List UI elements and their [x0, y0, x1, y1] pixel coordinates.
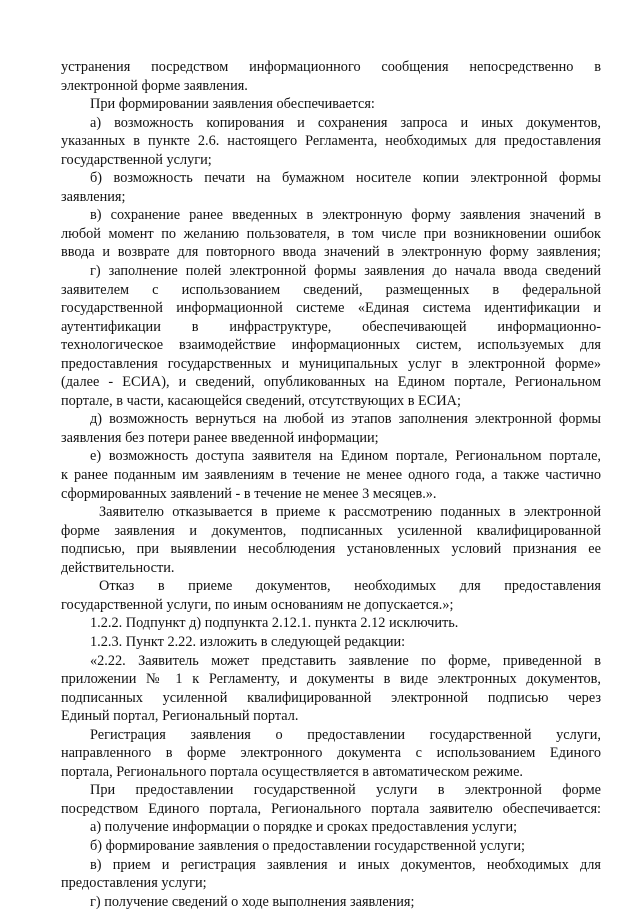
text-line: в) прием и регистрация заявления и иных документов, необходимых для [90, 856, 601, 873]
text-line: портала, Регионального портала осуществляется в автоматическом режиме. [61, 763, 523, 780]
text-line: Отказ в приеме документов, необходимых для предоставления [99, 578, 601, 595]
text-line: Регистрация заявления о предоставлении государственной услуги, [90, 726, 601, 743]
text-line: ввода и возврате для повторного ввода значений в электронную форму заявления; [61, 244, 601, 261]
text-line: б) формирование заявления о предоставлении государственной услуги; [90, 837, 526, 854]
text-line: предоставления услуги; [61, 875, 207, 892]
text-line: сформированных заявлений - в течение не менее 3 месяцев.». [61, 485, 437, 502]
text-line: к ранее поданным им заявлениям в течение не менее одного года, а также частично [61, 467, 601, 484]
text-line: а) получение информации о порядке и сроках предоставления услуги; [90, 819, 518, 836]
text-line: е) возможность доступа заявителя на Едином портале, Региональном портале, [90, 448, 601, 465]
text-line: (далее - ЕСИА), и сведений, опубликованных на Едином портале, Региональном [61, 374, 601, 391]
text-line: предоставления государственных и муниципальных услуг в электронной форме» [61, 355, 601, 372]
text-line: технологическое взаимодействие информационных систем, используемых для [61, 337, 601, 354]
text-line: в) сохранение ранее введенных в электронную форму заявления значений в [90, 207, 601, 224]
text-line: б) возможность печати на бумажном носителе копии электронной формы [90, 170, 601, 187]
text-line: государственной услуги; [61, 151, 212, 168]
text-line: г) заполнение полей электронной формы заявления до начала ввода сведений [90, 263, 601, 280]
document-page [61, 58, 601, 911]
text-line: аутентификации в инфраструктуре, обеспечивающей информационно- [61, 318, 601, 335]
text-line: а) возможность копирования и сохранения запроса и иных документов, [90, 114, 601, 131]
text-line: действительности. [61, 559, 175, 576]
text-line: форме заявления и документов, подписанных усиленной квалифицированной [61, 522, 601, 539]
text-line: посредством Единого портала, Регионального портала заявителю обеспечивается: [61, 800, 601, 817]
text-line: заявления; [61, 188, 126, 205]
text-line: любой момент по желанию пользователя, в том числе при возникновении ошибок [61, 225, 601, 242]
text-line: портале, в части, касающейся сведений, отсутствующих в ЕСИА; [61, 392, 461, 409]
text-line: подписанных усиленной квалифицированной электронной подписью через [61, 689, 601, 706]
text-line: При предоставлении государственной услуги в электронной форме [90, 782, 601, 799]
text-line: заявления без потери ранее введенной информации; [61, 429, 379, 446]
text-line: «2.22. Заявитель может представить заявление по форме, приведенной в [90, 652, 601, 669]
text-line: электронной форме заявления. [61, 77, 248, 94]
text-line: Заявителю отказывается в приеме к рассмотрению поданных в электронной [99, 504, 601, 521]
text-line: Единый портал, Региональный портал. [61, 708, 299, 725]
text-line: приложении № 1 к Регламенту, и документы в виде электронных документов, [61, 671, 601, 688]
text-line: подписью, при выявлении несоблюдения установленных условий признания ее [61, 541, 601, 558]
text-line: 1.2.2. Подпункт д) подпункта 2.12.1. пункта 2.12 исключить. [90, 615, 459, 632]
text-line: устранения посредством информационного сообщения непосредственно в [61, 59, 601, 75]
text-line: г) получение сведений о ходе выполнения заявления; [90, 893, 415, 910]
text-line: направленного в форме электронного документа с использованием Единого [61, 745, 601, 762]
text-line: д) возможность вернуться на любой из этапов заполнения электронной формы [90, 411, 601, 428]
text-line: государственной информационной системе «Единая система идентификации и [61, 300, 601, 317]
text-line: 1.2.3. Пункт 2.22. изложить в следующей редакции: [90, 633, 406, 650]
text-line: заявителем с использованием сведений, размещенных в федеральной [61, 281, 601, 298]
text-line: государственной услуги, по иным основаниям не допускается.»; [61, 596, 454, 613]
text-line: указанных в пункте 2.6. настоящего Регламента, необходимых для предоставления [61, 133, 601, 150]
text-line: При формировании заявления обеспечивается: [90, 96, 375, 113]
